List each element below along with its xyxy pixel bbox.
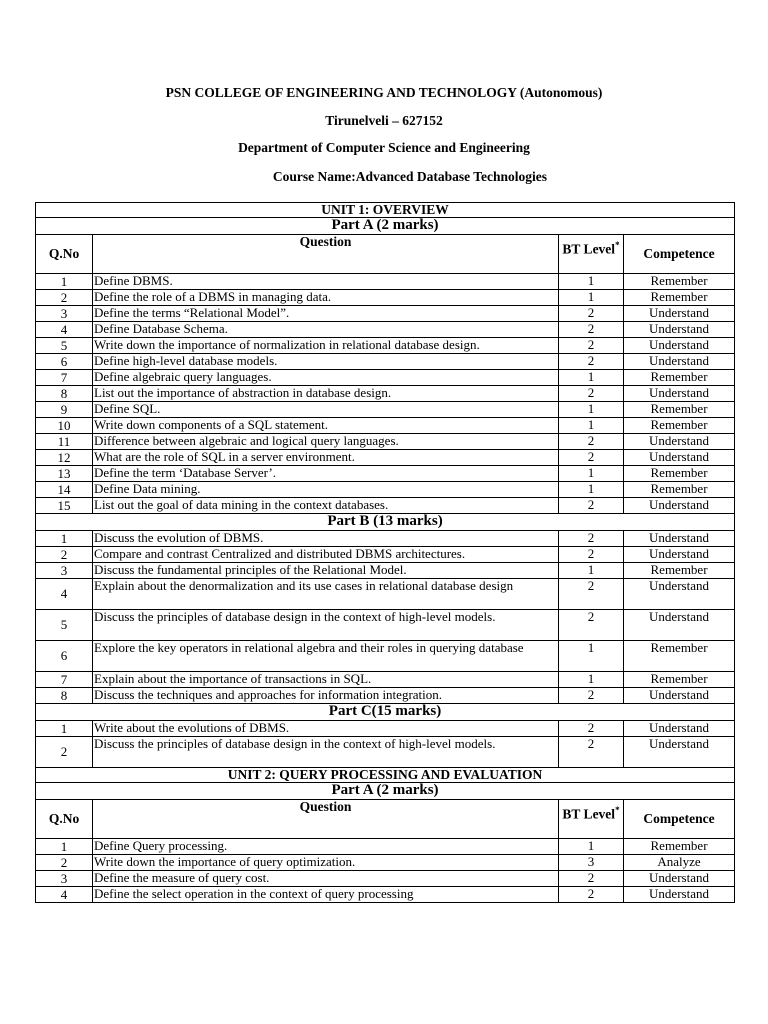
unit1-part-a-title: Part A (2 marks) — [36, 218, 735, 235]
table-row — [36, 466, 735, 482]
question-number: 10 — [36, 418, 93, 434]
question-text: Define the terms “Relational Model”. — [93, 306, 559, 322]
competence-value: Remember — [624, 418, 735, 434]
competence-value: Understand — [624, 338, 735, 354]
competence-value: Understand — [624, 737, 735, 768]
competence-value: Understand — [624, 498, 735, 514]
bt-level-value: 2 — [559, 338, 624, 354]
question-number: 14 — [36, 482, 93, 498]
question-number: 3 — [36, 306, 93, 322]
unit1-title: UNIT 1: OVERVIEW — [36, 203, 735, 218]
bt-level-value: 1 — [559, 370, 624, 386]
question-number: 1 — [36, 839, 93, 855]
question-text: Explain about the importance of transactions in SQL. — [93, 672, 559, 688]
competence-header: Competence — [624, 800, 735, 839]
unit2-part-a-title: Part A (2 marks) — [36, 783, 735, 800]
competence-value: Understand — [624, 688, 735, 704]
competence-value: Understand — [624, 434, 735, 450]
question-number: 6 — [36, 354, 93, 370]
qno-header: Q.No — [36, 800, 93, 839]
table-row — [36, 531, 735, 547]
competence-value: Understand — [624, 531, 735, 547]
column-header-row — [36, 235, 735, 274]
table-row — [36, 418, 735, 434]
department-name: Department of Computer Science and Engineering — [238, 140, 530, 155]
question-text: Discuss the fundamental principles of the Relational Model. — [93, 563, 559, 579]
table-row — [36, 290, 735, 306]
competence-header: Competence — [624, 235, 735, 274]
competence-value: Remember — [624, 641, 735, 672]
competence-value: Remember — [624, 290, 735, 306]
question-number: 1 — [36, 721, 93, 737]
question-number: 8 — [36, 386, 93, 402]
unit2-title-row — [36, 768, 735, 783]
table-row — [36, 855, 735, 871]
table-row — [36, 579, 735, 610]
bt-level-value: 1 — [559, 839, 624, 855]
competence-value: Understand — [624, 306, 735, 322]
question-text: Define DBMS. — [93, 274, 559, 290]
table-row — [36, 354, 735, 370]
bt-level-value: 2 — [559, 871, 624, 887]
question-text: Define Data mining. — [93, 482, 559, 498]
bt-level-value: 2 — [559, 887, 624, 903]
question-number: 6 — [36, 641, 93, 672]
bt-level-value: 3 — [559, 855, 624, 871]
bt-level-value: 2 — [559, 306, 624, 322]
question-text: List out the importance of abstraction in database design. — [93, 386, 559, 402]
table-row — [36, 610, 735, 641]
table-row — [36, 641, 735, 672]
competence-value: Remember — [624, 402, 735, 418]
bt-level-label: BT Level — [562, 806, 616, 822]
competence-value: Remember — [624, 563, 735, 579]
bt-level-value: 2 — [559, 322, 624, 338]
table-row — [36, 563, 735, 579]
question-number: 5 — [36, 338, 93, 354]
question-text: Define the select operation in the context of query processing — [93, 887, 559, 903]
column-header-row — [36, 800, 735, 839]
bt-level-value: 2 — [559, 450, 624, 466]
table-row — [36, 434, 735, 450]
college-name: PSN COLLEGE OF ENGINEERING AND TECHNOLOGY (Autonomous) — [165, 85, 603, 100]
question-header: Question — [93, 800, 559, 839]
table-row — [36, 386, 735, 402]
bt-level-value: 2 — [559, 737, 624, 768]
question-text: Discuss the principles of database design in the context of high-level models. — [93, 737, 559, 768]
question-text: Define SQL. — [93, 402, 559, 418]
table-row — [36, 322, 735, 338]
question-number: 5 — [36, 610, 93, 641]
unit1-part-a-title-row — [36, 218, 735, 235]
bt-level-value: 1 — [559, 466, 624, 482]
unit1-part-c-title-row — [36, 704, 735, 721]
question-number: 1 — [36, 531, 93, 547]
table-row — [36, 839, 735, 855]
question-header: Question — [93, 235, 559, 274]
bt-level-value: 2 — [559, 386, 624, 402]
question-number: 7 — [36, 672, 93, 688]
competence-value: Remember — [624, 672, 735, 688]
question-text: Write down the importance of normalization in relational database design. — [93, 338, 559, 354]
question-text: Define the measure of query cost. — [93, 871, 559, 887]
bt-level-value: 1 — [559, 563, 624, 579]
competence-value: Understand — [624, 579, 735, 610]
question-text: What are the role of SQL in a server environment. — [93, 450, 559, 466]
question-number: 9 — [36, 402, 93, 418]
question-number: 11 — [36, 434, 93, 450]
competence-value: Understand — [624, 547, 735, 563]
question-number: 12 — [36, 450, 93, 466]
competence-value: Understand — [624, 386, 735, 402]
competence-value: Remember — [624, 274, 735, 290]
bt-level-value: 2 — [559, 498, 624, 514]
competence-value: Understand — [624, 354, 735, 370]
table-row — [36, 370, 735, 386]
competence-value: Understand — [624, 322, 735, 338]
unit1-part-b-title: Part B (13 marks) — [36, 514, 735, 531]
table-row — [36, 721, 735, 737]
competence-value: Understand — [624, 721, 735, 737]
question-number: 3 — [36, 563, 93, 579]
bt-level-value: 2 — [559, 688, 624, 704]
competence-value: Remember — [624, 370, 735, 386]
question-text: Discuss the techniques and approaches for information integration. — [93, 688, 559, 704]
bt-level-value: 1 — [559, 274, 624, 290]
question-number: 15 — [36, 498, 93, 514]
bt-level-value: 2 — [559, 579, 624, 610]
question-text: Define the term ‘Database Server’. — [93, 466, 559, 482]
question-text: Discuss the principles of database design in the context of high-level models. — [93, 610, 559, 641]
competence-value: Understand — [624, 887, 735, 903]
question-text: List out the goal of data mining in the context databases. — [93, 498, 559, 514]
question-bank-table — [35, 202, 735, 903]
bt-level-value: 2 — [559, 531, 624, 547]
question-text: Write down the importance of query optimization. — [93, 855, 559, 871]
bt-level-value: 1 — [559, 402, 624, 418]
table-row — [36, 306, 735, 322]
bt-level-footnote-mark: * — [615, 240, 620, 250]
question-text: Define Query processing. — [93, 839, 559, 855]
question-number: 2 — [36, 855, 93, 871]
question-number: 4 — [36, 322, 93, 338]
question-number: 8 — [36, 688, 93, 704]
bt-level-header — [559, 800, 624, 839]
unit1-part-b-title-row — [36, 514, 735, 531]
competence-value: Analyze — [624, 855, 735, 871]
unit2-title: UNIT 2: QUERY PROCESSING AND EVALUATION — [36, 768, 735, 783]
question-text: Define Database Schema. — [93, 322, 559, 338]
question-number: 1 — [36, 274, 93, 290]
question-text: Write about the evolutions of DBMS. — [93, 721, 559, 737]
competence-value: Understand — [624, 871, 735, 887]
bt-level-value: 1 — [559, 482, 624, 498]
bt-level-value: 2 — [559, 721, 624, 737]
question-text: Explain about the denormalization and its use cases in relational database design — [93, 579, 559, 610]
bt-level-value: 2 — [559, 547, 624, 563]
table-row — [36, 887, 735, 903]
bt-level-value: 1 — [559, 418, 624, 434]
table-row — [36, 688, 735, 704]
question-number: 2 — [36, 547, 93, 563]
qno-header: Q.No — [36, 235, 93, 274]
question-text: Write down components of a SQL statement. — [93, 418, 559, 434]
bt-level-label: BT Level — [562, 241, 616, 257]
table-row — [36, 547, 735, 563]
table-row — [36, 737, 735, 768]
bt-level-footnote-mark: * — [615, 805, 620, 815]
question-number: 4 — [36, 887, 93, 903]
question-text: Define high-level database models. — [93, 354, 559, 370]
question-number: 2 — [36, 737, 93, 768]
question-number: 13 — [36, 466, 93, 482]
bt-level-value: 2 — [559, 354, 624, 370]
competence-value: Remember — [624, 482, 735, 498]
table-row — [36, 482, 735, 498]
question-number: 3 — [36, 871, 93, 887]
table-row — [36, 498, 735, 514]
question-number: 2 — [36, 290, 93, 306]
table-row — [36, 450, 735, 466]
question-text: Explore the key operators in relational algebra and their roles in querying database — [93, 641, 559, 672]
table-row — [36, 338, 735, 354]
competence-value: Understand — [624, 610, 735, 641]
bt-level-value: 1 — [559, 290, 624, 306]
unit2-part-a-title-row — [36, 783, 735, 800]
question-text: Compare and contrast Centralized and distributed DBMS architectures. — [93, 547, 559, 563]
bt-level-value: 1 — [559, 641, 624, 672]
question-text: Define the role of a DBMS in managing data. — [93, 290, 559, 306]
college-location: Tirunelveli – 627152 — [325, 113, 443, 128]
bt-level-value: 2 — [559, 610, 624, 641]
competence-value: Remember — [624, 839, 735, 855]
bt-level-value: 2 — [559, 434, 624, 450]
question-number: 4 — [36, 579, 93, 610]
question-text: Discuss the evolution of DBMS. — [93, 531, 559, 547]
competence-value: Understand — [624, 450, 735, 466]
question-text: Difference between algebraic and logical query languages. — [93, 434, 559, 450]
unit1-part-c-title: Part C(15 marks) — [36, 704, 735, 721]
table-row — [36, 672, 735, 688]
table-row — [36, 274, 735, 290]
bt-level-header — [559, 235, 624, 274]
competence-value: Remember — [624, 466, 735, 482]
unit1-title-row — [36, 203, 735, 218]
table-row — [36, 402, 735, 418]
question-text: Define algebraic query languages. — [93, 370, 559, 386]
course-name: Course Name:Advanced Database Technologies — [272, 169, 548, 184]
bt-level-value: 1 — [559, 672, 624, 688]
table-row — [36, 871, 735, 887]
question-number: 7 — [36, 370, 93, 386]
